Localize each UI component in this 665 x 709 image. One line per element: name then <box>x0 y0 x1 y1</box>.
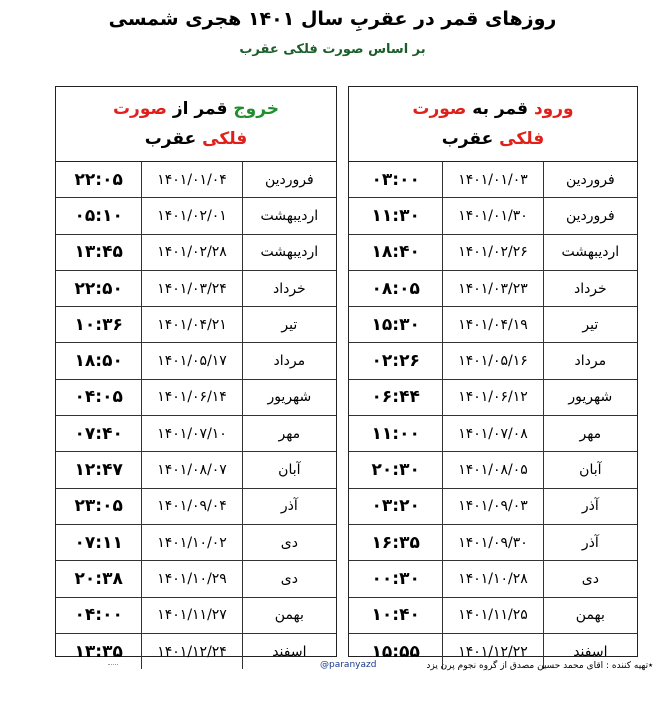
table-row <box>56 489 336 525</box>
date-cell: ۱۴۰۱/۱۱/۲۵ <box>442 598 543 633</box>
exit-table <box>55 86 337 662</box>
month-cell: آذر <box>581 534 599 551</box>
date-cell: ۱۴۰۱/۱۰/۲۹ <box>141 561 242 596</box>
time-cell: ۲۳:۰۵ <box>74 496 123 517</box>
date-cell: ۱۴۰۱/۱۲/۲۲ <box>442 634 543 669</box>
time-cell: ۰۳:۰۰ <box>371 169 420 190</box>
entry-head-word-3: صورت <box>412 99 467 119</box>
date-cell: ۱۴۰۱/۱۰/۲۸ <box>442 561 543 596</box>
month-cell: دی <box>280 534 298 551</box>
table-row <box>349 489 637 525</box>
time-cell: ۱۳:۳۵ <box>74 641 123 662</box>
date-cell: ۱۴۰۱/۰۱/۰۳ <box>442 162 543 197</box>
table-row <box>349 525 637 561</box>
date-cell: ۱۴۰۱/۰۶/۱۴ <box>141 380 242 415</box>
date-cell: ۱۴۰۱/۰۷/۱۰ <box>141 416 242 451</box>
month-cell: شهریور <box>267 389 312 406</box>
month-cell: فروردین <box>565 171 615 188</box>
table-row <box>349 307 637 343</box>
time-cell: ۱۸:۴۰ <box>371 242 420 263</box>
date-cell: ۱۴۰۱/۱۲/۲۴ <box>141 634 242 669</box>
month-cell: آبان <box>579 462 602 479</box>
time-cell: ۰۲:۲۶ <box>371 351 420 372</box>
time-cell: ۰۶:۴۴ <box>371 387 420 408</box>
time-cell: ۱۰:۴۰ <box>371 605 420 626</box>
table-row <box>56 271 336 307</box>
month-cell: اردیبهشت <box>260 244 319 261</box>
table-row <box>349 271 637 307</box>
time-cell: ۱۲:۴۷ <box>74 460 123 481</box>
time-cell: ۱۶:۳۵ <box>371 532 420 553</box>
date-cell: ۱۴۰۱/۰۴/۱۹ <box>442 307 543 342</box>
month-cell: دی <box>280 570 298 587</box>
date-cell: ۱۴۰۱/۰۶/۱۲ <box>442 380 543 415</box>
table-row <box>349 561 637 597</box>
month-cell: بهمن <box>575 607 605 624</box>
date-cell: ۱۴۰۱/۰۹/۰۴ <box>141 489 242 524</box>
entry-head-word-1: ورود <box>533 99 574 119</box>
table-row <box>349 162 637 198</box>
table-row <box>56 452 336 488</box>
time-cell: ۰۴:۰۰ <box>74 605 123 626</box>
page-title: روزهای قمر در عقربِ سال ۱۴۰۱ هجری شمسی <box>108 8 557 30</box>
exit-head-word-5: عقرب <box>144 129 197 149</box>
month-cell: مهر <box>278 425 301 442</box>
exit-rows <box>56 162 336 669</box>
footer-handle: @paranyazd <box>320 660 377 670</box>
table-row <box>56 525 336 561</box>
date-cell: ۱۴۰۱/۰۸/۰۵ <box>442 452 543 487</box>
table-row <box>56 380 336 416</box>
date-cell: ۱۴۰۱/۰۳/۲۴ <box>141 271 242 306</box>
date-cell: ۱۴۰۱/۰۹/۳۰ <box>442 525 543 560</box>
time-cell: ۰۷:۱۱ <box>74 532 123 553</box>
entry-table-header <box>349 87 637 162</box>
date-cell: ۱۴۰۱/۰۴/۲۱ <box>141 307 242 342</box>
table-row <box>349 452 637 488</box>
date-cell: ۱۴۰۱/۰۵/۱۶ <box>442 343 543 378</box>
table-row <box>56 634 336 669</box>
date-cell: ۱۴۰۱/۰۹/۰۳ <box>442 489 543 524</box>
exit-head-word-4: فلکی <box>202 129 248 149</box>
month-cell: اسفند <box>573 643 608 660</box>
table-row <box>56 598 336 634</box>
page-subtitle: بر اساس صورت فلکی عقرب <box>239 42 426 57</box>
time-cell: ۰۴:۰۵ <box>74 387 123 408</box>
date-cell: ۱۴۰۱/۰۲/۰۱ <box>141 198 242 233</box>
time-cell: ۲۲:۵۰ <box>74 278 123 299</box>
date-cell: ۱۴۰۱/۱۰/۰۲ <box>141 525 242 560</box>
time-cell: ۲۰:۳۰ <box>371 460 420 481</box>
time-cell: ۲۰:۳۸ <box>74 568 123 589</box>
entry-table <box>348 86 638 662</box>
time-cell: ۰۵:۱۰ <box>74 205 123 226</box>
month-cell: دی <box>581 570 599 587</box>
exit-table-header <box>56 87 336 162</box>
month-cell: آبان <box>278 462 301 479</box>
time-cell: ۱۳:۴۵ <box>74 242 123 263</box>
month-cell: فروردین <box>264 171 314 188</box>
date-cell: ۱۴۰۱/۰۷/۰۸ <box>442 416 543 451</box>
decorative-dots <box>108 664 118 668</box>
exit-head-word-1: خروج <box>233 99 280 119</box>
table-row <box>349 416 637 452</box>
date-cell: ۱۴۰۱/۰۳/۲۳ <box>442 271 543 306</box>
time-cell: ۰۷:۴۰ <box>74 423 123 444</box>
time-cell: ۱۱:۳۰ <box>371 205 420 226</box>
month-cell: بهمن <box>274 607 304 624</box>
table-row <box>349 380 637 416</box>
time-cell: ۱۵:۵۵ <box>371 641 420 662</box>
time-cell: ۰۰:۳۰ <box>371 568 420 589</box>
date-cell: ۱۴۰۱/۰۱/۰۴ <box>141 162 242 197</box>
entry-head-word-2: قمر به <box>472 99 529 119</box>
month-cell: آذر <box>581 498 599 515</box>
time-cell: ۱۱:۰۰ <box>371 423 420 444</box>
entry-head-word-5: عقرب <box>441 129 494 149</box>
table-row <box>56 561 336 597</box>
footer-credit: ٭تهیه کننده : اقای محمد حسین مصدق از گروه نجوم پرن یزد <box>426 661 653 671</box>
time-cell: ۲۲:۰۵ <box>74 169 123 190</box>
month-cell: شهریور <box>568 389 613 406</box>
month-cell: تیر <box>582 316 599 333</box>
time-cell: ۱۸:۵۰ <box>74 351 123 372</box>
month-cell: خرداد <box>573 280 607 297</box>
table-row <box>349 343 637 379</box>
table-row <box>56 343 336 379</box>
table-row <box>56 198 336 234</box>
table-row <box>56 235 336 271</box>
time-cell: ۱۵:۳۰ <box>371 314 420 335</box>
month-cell: مهر <box>579 425 602 442</box>
date-cell: ۱۴۰۱/۰۸/۰۷ <box>141 452 242 487</box>
month-cell: تیر <box>281 316 298 333</box>
exit-head-word-2: قمر از <box>172 99 228 119</box>
time-cell: ۰۳:۲۰ <box>371 496 420 517</box>
date-cell: ۱۴۰۱/۰۵/۱۷ <box>141 343 242 378</box>
table-row <box>56 307 336 343</box>
table-row <box>56 162 336 198</box>
date-cell: ۱۴۰۱/۰۱/۳۰ <box>442 198 543 233</box>
month-cell: مرداد <box>273 353 306 370</box>
month-cell: اسفند <box>272 643 307 660</box>
month-cell: اردیبهشت <box>561 244 620 261</box>
time-cell: ۱۰:۳۶ <box>74 314 123 335</box>
month-cell: خرداد <box>272 280 306 297</box>
month-cell: فروردین <box>565 207 615 224</box>
time-cell: ۰۸:۰۵ <box>371 278 420 299</box>
exit-head-word-3: صورت <box>112 99 167 119</box>
table-row <box>349 235 637 271</box>
date-cell: ۱۴۰۱/۱۱/۲۷ <box>141 598 242 633</box>
table-row <box>56 416 336 452</box>
table-row <box>349 198 637 234</box>
month-cell: مرداد <box>574 353 607 370</box>
entry-rows <box>349 162 637 669</box>
table-row <box>349 598 637 634</box>
date-cell: ۱۴۰۱/۰۲/۲۸ <box>141 235 242 270</box>
entry-head-word-4: فلکی <box>499 129 545 149</box>
date-cell: ۱۴۰۱/۰۲/۲۶ <box>442 235 543 270</box>
month-cell: اردیبهشت <box>260 207 319 224</box>
month-cell: آذر <box>280 498 298 515</box>
